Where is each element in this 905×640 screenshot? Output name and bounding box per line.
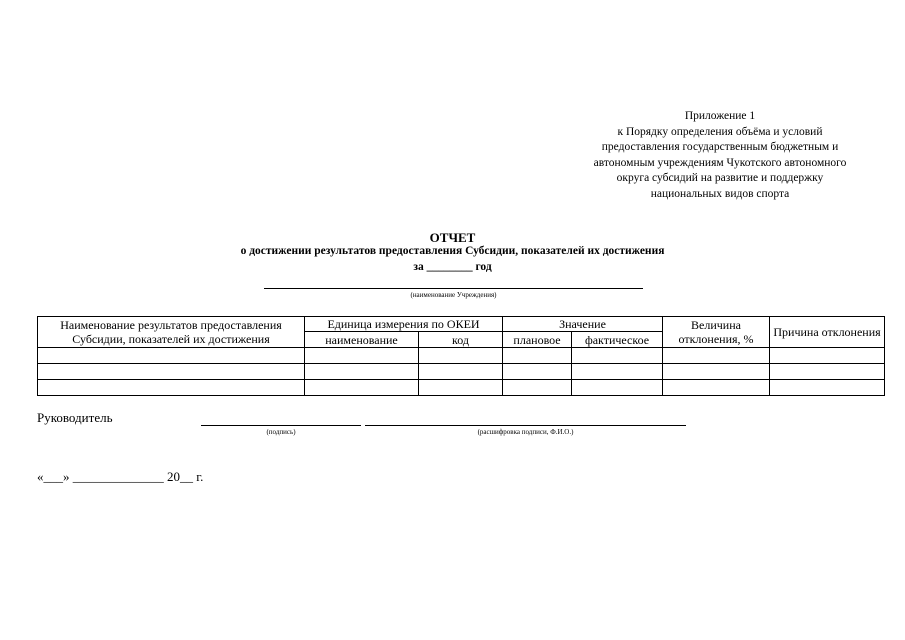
header-deviation: Величина отклонения, % — [663, 317, 770, 348]
report-title: ОТЧЕТ — [429, 230, 476, 245]
date-line: «___» ______________ 20__ г. — [37, 469, 204, 484]
table-cell[interactable] — [503, 380, 572, 396]
table-cell[interactable] — [770, 348, 885, 364]
header-value: Значение — [503, 317, 663, 332]
institution-caption: (наименование Учреждения) — [410, 291, 497, 299]
table-cell[interactable] — [663, 348, 770, 364]
table-cell[interactable] — [38, 380, 305, 396]
table-row — [38, 380, 885, 396]
report-period: за ________ год — [413, 261, 492, 273]
table-row — [38, 364, 885, 380]
signature-caption: (подпись) — [266, 428, 296, 436]
signature-line[interactable] — [201, 425, 361, 426]
header-unit: Единица измерения по ОКЕИ — [305, 317, 503, 332]
table-cell[interactable] — [503, 348, 572, 364]
appendix-line: предоставления государственным бюджетным и — [601, 141, 839, 153]
header-unit-code: код — [419, 332, 503, 348]
appendix-line: национальных видов спорта — [650, 187, 790, 200]
appendix-line: к Порядку определения объёма и условий — [617, 125, 823, 138]
table-cell[interactable] — [663, 364, 770, 380]
table-cell[interactable] — [419, 380, 503, 396]
table-row — [38, 348, 885, 364]
table-cell[interactable] — [38, 364, 305, 380]
table-cell[interactable] — [419, 348, 503, 364]
name-caption: (расшифровка подписи, Ф.И.О.) — [477, 428, 574, 436]
table-cell[interactable] — [572, 380, 663, 396]
table-cell[interactable] — [305, 348, 419, 364]
name-line[interactable] — [365, 425, 686, 426]
table-cell[interactable] — [572, 364, 663, 380]
header-value-plan: плановое — [503, 332, 572, 348]
report-subtitle: о достижении результатов предоставления Субсидии, показателей их достижения — [240, 245, 665, 257]
signature-label: Руководитель — [37, 410, 113, 425]
table-cell[interactable] — [305, 364, 419, 380]
table-cell[interactable] — [38, 348, 305, 364]
report-table — [37, 316, 885, 396]
table-cell[interactable] — [503, 364, 572, 380]
table-cell[interactable] — [305, 380, 419, 396]
appendix-block — [560, 109, 880, 202]
header-value-fact: фактическое — [572, 332, 663, 348]
table-cell[interactable] — [770, 364, 885, 380]
appendix-line: автономным учреждениям Чукотского автономного — [593, 156, 847, 169]
header-unit-name: наименование — [305, 332, 419, 348]
table-cell[interactable] — [663, 380, 770, 396]
header-name: Наименование результатов предоставления Субсидии, показателей их достижения — [38, 317, 305, 348]
appendix-line: Приложение 1 — [684, 110, 756, 122]
header-reason: Причина отклонения — [770, 317, 885, 348]
table-cell[interactable] — [419, 364, 503, 380]
appendix-line: округа субсидий на развитие и поддержку — [616, 172, 824, 184]
institution-line — [264, 288, 643, 289]
table-cell[interactable] — [770, 380, 885, 396]
table-cell[interactable] — [572, 348, 663, 364]
